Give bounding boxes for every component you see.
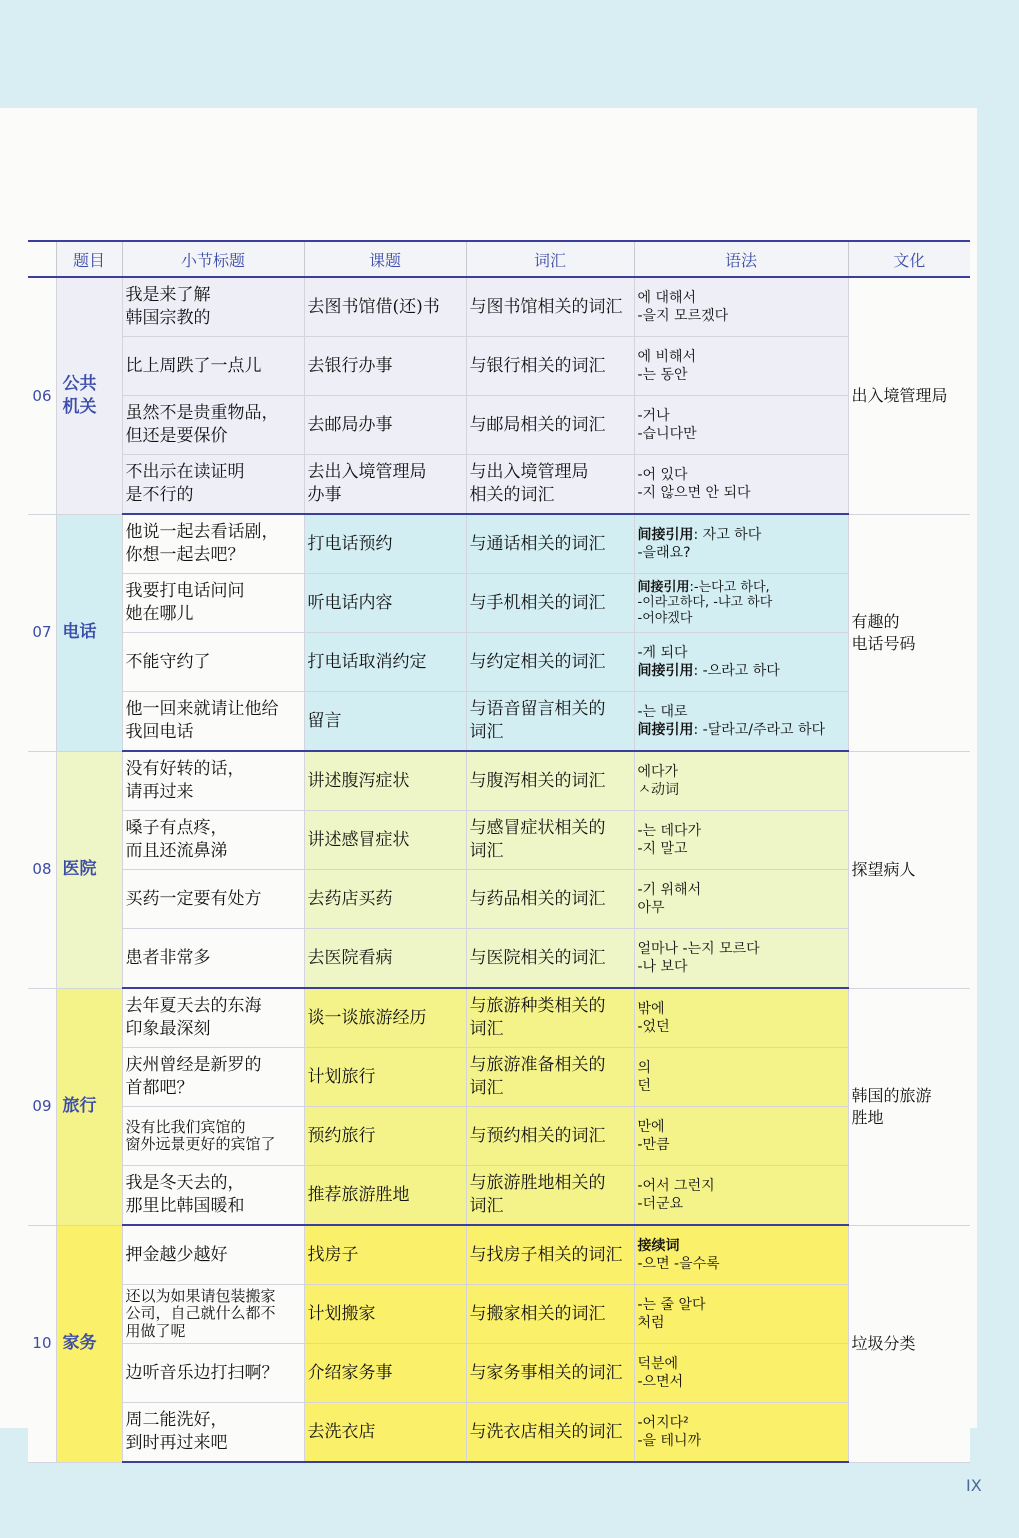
lesson-cell-text: 找房子 bbox=[307, 1244, 359, 1265]
grammar-text bbox=[638, 822, 845, 858]
lesson-cell-text: 计划搬家 bbox=[307, 1303, 376, 1324]
vocab-cell-text: 与图书馆相关的词汇 bbox=[469, 296, 623, 317]
grammar-cell bbox=[634, 929, 848, 989]
grammar-bold-label: 间接引用 bbox=[637, 663, 694, 679]
vocab-cell-text: 与旅游种类相关的 词汇 bbox=[469, 996, 606, 1039]
grammar-text bbox=[638, 526, 845, 562]
grammar-text bbox=[638, 466, 845, 502]
unit-topic bbox=[56, 514, 122, 751]
subtitle-cell bbox=[122, 1225, 304, 1285]
vocab-cell bbox=[466, 1403, 634, 1463]
lesson-cell bbox=[304, 277, 466, 337]
subtitle-cell bbox=[122, 337, 304, 396]
table-row bbox=[28, 870, 970, 929]
vocab-cell-text: 与医院相关的词汇 bbox=[469, 947, 606, 968]
grammar-cell bbox=[634, 1225, 848, 1285]
grammar-pre: -는 대로 bbox=[637, 703, 688, 720]
subtitle-cell-text: 庆州曾经是新罗的 首都吧？ bbox=[125, 1055, 262, 1098]
table-row bbox=[28, 929, 970, 989]
lesson-cell-text: 去医院看病 bbox=[307, 947, 393, 968]
table-row bbox=[28, 277, 970, 337]
grammar-text bbox=[638, 1000, 845, 1036]
contents-table bbox=[28, 240, 970, 1463]
subtitle-cell-text: 我是来了解 韩国宗教的 bbox=[125, 285, 211, 328]
subtitle-cell-text: 嗓子有点疼， 而且还流鼻涕 bbox=[125, 818, 228, 861]
grammar-cell bbox=[634, 455, 848, 515]
grammar-cell bbox=[634, 1166, 848, 1226]
lesson-cell-text: 预约旅行 bbox=[307, 1125, 376, 1146]
vocab-cell bbox=[466, 633, 634, 692]
grammar-body: -어 있다 -지 않으면 안 되다 bbox=[637, 466, 751, 501]
subtitle-cell bbox=[122, 929, 304, 989]
unit-topic bbox=[56, 277, 122, 514]
lesson-cell bbox=[304, 633, 466, 692]
lesson-cell-text: 计划旅行 bbox=[307, 1066, 376, 1087]
table-row bbox=[28, 988, 970, 1048]
table-row bbox=[28, 1225, 970, 1285]
grammar-text bbox=[638, 644, 845, 680]
lesson-cell-text: 去图书馆借(还)书 bbox=[307, 296, 440, 317]
grammar-bold-label: 接续词 bbox=[637, 1237, 680, 1254]
table-row bbox=[28, 811, 970, 870]
lesson-cell bbox=[304, 337, 466, 396]
lesson-cell bbox=[304, 692, 466, 752]
subtitle-cell bbox=[122, 1285, 304, 1344]
subtitle-cell-text: 还以为如果请包装搬家 公司，自己就什么都不 用做了呢 bbox=[125, 1287, 276, 1340]
header-num bbox=[28, 241, 56, 277]
vocab-cell bbox=[466, 870, 634, 929]
grammar-text bbox=[638, 1296, 845, 1332]
unit-number: 08 bbox=[28, 751, 56, 988]
vocab-cell bbox=[466, 751, 634, 811]
grammar-body: -어서 그런지 -더군요 bbox=[637, 1177, 715, 1212]
grammar-cell bbox=[634, 337, 848, 396]
unit-number: 10 bbox=[28, 1225, 56, 1462]
lesson-cell-text: 打电话预约 bbox=[307, 533, 393, 554]
unit-topic-text: 医院 bbox=[62, 859, 97, 880]
contents-body bbox=[28, 277, 970, 1462]
lesson-cell-text: 去邮局办事 bbox=[307, 414, 393, 435]
vocab-cell bbox=[466, 929, 634, 989]
lesson-cell bbox=[304, 870, 466, 929]
grammar-text bbox=[638, 881, 845, 917]
grammar-text bbox=[638, 1177, 845, 1213]
lesson-cell bbox=[304, 455, 466, 515]
subtitle-cell-text: 买药一定要有处方 bbox=[125, 888, 262, 909]
culture-cell bbox=[848, 277, 970, 514]
vocab-cell bbox=[466, 574, 634, 633]
lesson-cell-text: 去银行办事 bbox=[307, 355, 393, 376]
vocab-cell-text: 与约定相关的词汇 bbox=[469, 651, 606, 672]
lesson-cell-text: 打电话取消约定 bbox=[307, 651, 427, 672]
grammar-cell bbox=[634, 514, 848, 574]
grammar-body: 밖에 -었던 bbox=[637, 1000, 670, 1035]
grammar-text bbox=[638, 703, 845, 739]
culture-cell bbox=[848, 1225, 970, 1462]
subtitle-cell-text: 边听音乐边打扫啊？ bbox=[125, 1362, 279, 1383]
table-row bbox=[28, 455, 970, 515]
lesson-cell-text: 留言 bbox=[307, 710, 342, 731]
grammar-cell bbox=[634, 1107, 848, 1166]
lesson-cell bbox=[304, 1048, 466, 1107]
grammar-cell bbox=[634, 870, 848, 929]
vocab-cell-text: 与家务事相关的词汇 bbox=[469, 1362, 623, 1383]
vocab-cell-text: 与感冒症状相关的 词汇 bbox=[469, 818, 606, 861]
grammar-cell bbox=[634, 633, 848, 692]
subtitle-cell-text: 我是冬天去的， 那里比韩国暖和 bbox=[125, 1173, 245, 1216]
lesson-cell bbox=[304, 396, 466, 455]
subtitle-cell-text: 比上周跌了一点儿 bbox=[125, 355, 262, 376]
vocab-cell-text: 与旅游准备相关的 词汇 bbox=[469, 1055, 606, 1098]
grammar-body: -으면 -을수록 bbox=[637, 1256, 720, 1272]
grammar-text bbox=[638, 1059, 845, 1095]
grammar-cell bbox=[634, 1344, 848, 1403]
subtitle-cell-text: 不能守约了 bbox=[125, 651, 211, 672]
grammar-text bbox=[638, 1355, 845, 1391]
lesson-cell bbox=[304, 1166, 466, 1226]
vocab-cell-text: 与预约相关的词汇 bbox=[469, 1125, 606, 1146]
table-row bbox=[28, 1403, 970, 1463]
lesson-cell bbox=[304, 1107, 466, 1166]
culture-text: 韩国的旅游 胜地 bbox=[851, 1085, 932, 1127]
grammar-text bbox=[638, 348, 845, 384]
unit-topic-text: 公共 机关 bbox=[62, 373, 97, 417]
subtitle-cell-text: 患者非常多 bbox=[125, 947, 211, 968]
grammar-cell bbox=[634, 1048, 848, 1107]
grammar-bold-label: 间接引用 bbox=[637, 526, 694, 543]
grammar-cell bbox=[634, 574, 848, 633]
grammar-text bbox=[638, 1118, 845, 1154]
grammar-bold-label: 间接引用 bbox=[637, 579, 690, 595]
subtitle-cell bbox=[122, 1166, 304, 1226]
culture-text: 探望病人 bbox=[851, 859, 916, 879]
grammar-body: -는 줄 알다 처럼 bbox=[637, 1296, 706, 1331]
grammar-body: 얼마나 -는지 모르다 -나 보다 bbox=[637, 940, 760, 975]
grammar-text bbox=[638, 580, 845, 627]
lesson-cell bbox=[304, 1403, 466, 1463]
vocab-cell-text: 与出入境管理局 相关的词汇 bbox=[469, 462, 589, 505]
vocab-cell-text: 与旅游胜地相关的 词汇 bbox=[469, 1173, 606, 1216]
lesson-cell-text: 去出入境管理局 办事 bbox=[307, 462, 427, 505]
grammar-cell bbox=[634, 1285, 848, 1344]
table-row bbox=[28, 514, 970, 574]
table-row bbox=[28, 1107, 970, 1166]
unit-number: 07 bbox=[28, 514, 56, 751]
subtitle-cell bbox=[122, 1344, 304, 1403]
subtitle-cell bbox=[122, 277, 304, 337]
header-vocab: 词汇 bbox=[466, 241, 634, 277]
subtitle-cell-text: 虽然不是贵重物品， 但还是要保价 bbox=[125, 403, 279, 446]
subtitle-cell bbox=[122, 811, 304, 870]
lesson-cell-text: 推荐旅游胜地 bbox=[307, 1184, 410, 1205]
lesson-cell-text: 讲述感冒症状 bbox=[307, 829, 410, 850]
grammar-body: 만에 -만큼 bbox=[637, 1118, 670, 1153]
grammar-cell bbox=[634, 277, 848, 337]
subtitle-cell-text: 周二能洗好， 到时再过来吧 bbox=[125, 1410, 228, 1453]
lesson-cell bbox=[304, 811, 466, 870]
vocab-cell bbox=[466, 1225, 634, 1285]
grammar-text bbox=[638, 1237, 845, 1273]
subtitle-cell bbox=[122, 574, 304, 633]
subtitle-cell bbox=[122, 1048, 304, 1107]
grammar-text bbox=[638, 1414, 845, 1450]
subtitle-cell-text: 没有好转的话， 请再过来 bbox=[125, 759, 245, 802]
table-row bbox=[28, 396, 970, 455]
header-topic: 题目 bbox=[56, 241, 122, 277]
table-row bbox=[28, 1048, 970, 1107]
table-row bbox=[28, 692, 970, 752]
lesson-cell bbox=[304, 751, 466, 811]
table-row bbox=[28, 574, 970, 633]
vocab-cell-text: 与手机相关的词汇 bbox=[469, 592, 606, 613]
vocab-cell bbox=[466, 692, 634, 752]
grammar-body: -는 데다가 -지 말고 bbox=[637, 822, 702, 857]
subtitle-cell bbox=[122, 870, 304, 929]
culture-text: 出入境管理局 bbox=[851, 385, 948, 405]
unit-number: 09 bbox=[28, 988, 56, 1225]
lesson-cell-text: 介绍家务事 bbox=[307, 1362, 393, 1383]
vocab-cell-text: 与通话相关的词汇 bbox=[469, 533, 606, 554]
vocab-cell-text: 与药品相关的词汇 bbox=[469, 888, 606, 909]
lesson-cell-text: 去药店买药 bbox=[307, 888, 393, 909]
vocab-cell bbox=[466, 988, 634, 1048]
vocab-cell bbox=[466, 1344, 634, 1403]
grammar-body: -기 위해서 아무 bbox=[637, 881, 702, 916]
subtitle-cell bbox=[122, 988, 304, 1048]
lesson-cell bbox=[304, 1225, 466, 1285]
vocab-cell bbox=[466, 1048, 634, 1107]
subtitle-cell bbox=[122, 396, 304, 455]
subtitle-cell-text: 他说一起去看话剧， 你想一起去吧？ bbox=[125, 522, 279, 565]
vocab-cell bbox=[466, 277, 634, 337]
vocab-cell-text: 与邮局相关的词汇 bbox=[469, 414, 606, 435]
culture-cell bbox=[848, 514, 970, 751]
unit-topic-text: 旅行 bbox=[62, 1096, 97, 1117]
vocab-cell bbox=[466, 811, 634, 870]
header-grammar: 语法 bbox=[634, 241, 848, 277]
unit-topic bbox=[56, 751, 122, 988]
vocab-cell-text: 与搬家相关的词汇 bbox=[469, 1303, 606, 1324]
vocab-cell bbox=[466, 1107, 634, 1166]
grammar-pre: -게 되다 bbox=[637, 644, 688, 661]
grammar-body: : 자고 하다 -을래요? bbox=[637, 526, 762, 561]
lesson-cell-text: 讲述腹泻症状 bbox=[307, 770, 410, 791]
culture-cell bbox=[848, 751, 970, 988]
lesson-cell bbox=[304, 1344, 466, 1403]
lesson-cell bbox=[304, 514, 466, 574]
subtitle-cell-text: 他一回来就请让他给 我回电话 bbox=[125, 699, 279, 742]
unit-number: 06 bbox=[28, 277, 56, 514]
vocab-cell bbox=[466, 514, 634, 574]
lesson-cell bbox=[304, 988, 466, 1048]
subtitle-cell bbox=[122, 633, 304, 692]
subtitle-cell-text: 不出示在读证明 是不行的 bbox=[125, 462, 245, 505]
subtitle-cell bbox=[122, 692, 304, 752]
grammar-cell bbox=[634, 811, 848, 870]
unit-topic bbox=[56, 988, 122, 1225]
header-culture: 文化 bbox=[848, 241, 970, 277]
grammar-text bbox=[638, 940, 845, 976]
vocab-cell bbox=[466, 1285, 634, 1344]
unit-topic-text: 电话 bbox=[62, 622, 97, 643]
grammar-cell bbox=[634, 988, 848, 1048]
grammar-text bbox=[638, 763, 845, 799]
subtitle-cell bbox=[122, 455, 304, 515]
vocab-cell-text: 与找房子相关的词汇 bbox=[469, 1244, 623, 1265]
grammar-body: 에 비해서 -는 동안 bbox=[637, 348, 697, 383]
lesson-cell-text: 谈一谈旅游经历 bbox=[307, 1007, 427, 1028]
vocab-cell bbox=[466, 337, 634, 396]
page-number: IX bbox=[966, 1476, 982, 1495]
subtitle-cell bbox=[122, 751, 304, 811]
vocab-cell bbox=[466, 1166, 634, 1226]
lesson-cell-text: 去洗衣店 bbox=[307, 1421, 376, 1442]
subtitle-cell bbox=[122, 1403, 304, 1463]
grammar-text bbox=[638, 407, 845, 443]
culture-text: 垃圾分类 bbox=[851, 1333, 916, 1353]
lesson-cell bbox=[304, 929, 466, 989]
culture-text: 有趣的 电话号码 bbox=[851, 611, 916, 653]
header-lesson: 课题 bbox=[304, 241, 466, 277]
grammar-cell bbox=[634, 396, 848, 455]
grammar-body: : -으라고 하다 bbox=[693, 663, 780, 679]
culture-cell bbox=[848, 988, 970, 1225]
subtitle-cell-text: 押金越少越好 bbox=[125, 1244, 228, 1265]
grammar-body: -어지다² -을 테니까 bbox=[637, 1414, 702, 1449]
unit-topic bbox=[56, 1225, 122, 1462]
grammar-cell bbox=[634, 692, 848, 752]
header-subtitle: 小节标题 bbox=[122, 241, 304, 277]
table-row bbox=[28, 1166, 970, 1226]
table-row bbox=[28, 337, 970, 396]
table-row bbox=[28, 1344, 970, 1403]
vocab-cell-text: 与银行相关的词汇 bbox=[469, 355, 606, 376]
grammar-body: 의 던 bbox=[637, 1059, 652, 1094]
grammar-bold-label: 间接引用 bbox=[637, 722, 694, 738]
subtitle-cell-text: 没有比我们宾馆的 窗外远景更好的宾馆了 bbox=[125, 1117, 276, 1153]
grammar-body: :-는다고 하다, -이라고하다, -냐고 하다 -어야겠다 bbox=[637, 579, 773, 626]
grammar-text bbox=[638, 289, 845, 325]
subtitle-cell bbox=[122, 514, 304, 574]
grammar-body: -거나 -습니다만 bbox=[637, 407, 697, 442]
subtitle-cell-text: 我要打电话问问 她在哪儿 bbox=[125, 581, 245, 624]
subtitle-cell bbox=[122, 1107, 304, 1166]
vocab-cell-text: 与洗衣店相关的词汇 bbox=[469, 1421, 623, 1442]
lesson-cell bbox=[304, 574, 466, 633]
grammar-cell bbox=[634, 751, 848, 811]
table-row bbox=[28, 633, 970, 692]
grammar-body: 에다가 ㅅ动词 bbox=[637, 763, 680, 798]
table-row bbox=[28, 1285, 970, 1344]
grammar-body: 에 대해서 -을지 모르겠다 bbox=[637, 289, 729, 324]
grammar-body: : -달라고/주라고 하다 bbox=[693, 722, 826, 738]
unit-topic-text: 家务 bbox=[62, 1333, 97, 1354]
vocab-cell bbox=[466, 396, 634, 455]
subtitle-cell-text: 去年夏天去的东海 印象最深刻 bbox=[125, 996, 262, 1039]
lesson-cell bbox=[304, 1285, 466, 1344]
lesson-cell-text: 听电话内容 bbox=[307, 592, 393, 613]
vocab-cell-text: 与腹泻相关的词汇 bbox=[469, 770, 606, 791]
table-row bbox=[28, 751, 970, 811]
vocab-cell bbox=[466, 455, 634, 515]
grammar-body: 덕분에 -으면서 bbox=[637, 1355, 684, 1390]
header-row bbox=[28, 241, 970, 277]
grammar-cell bbox=[634, 1403, 848, 1463]
vocab-cell-text: 与语音留言相关的 词汇 bbox=[469, 699, 606, 742]
